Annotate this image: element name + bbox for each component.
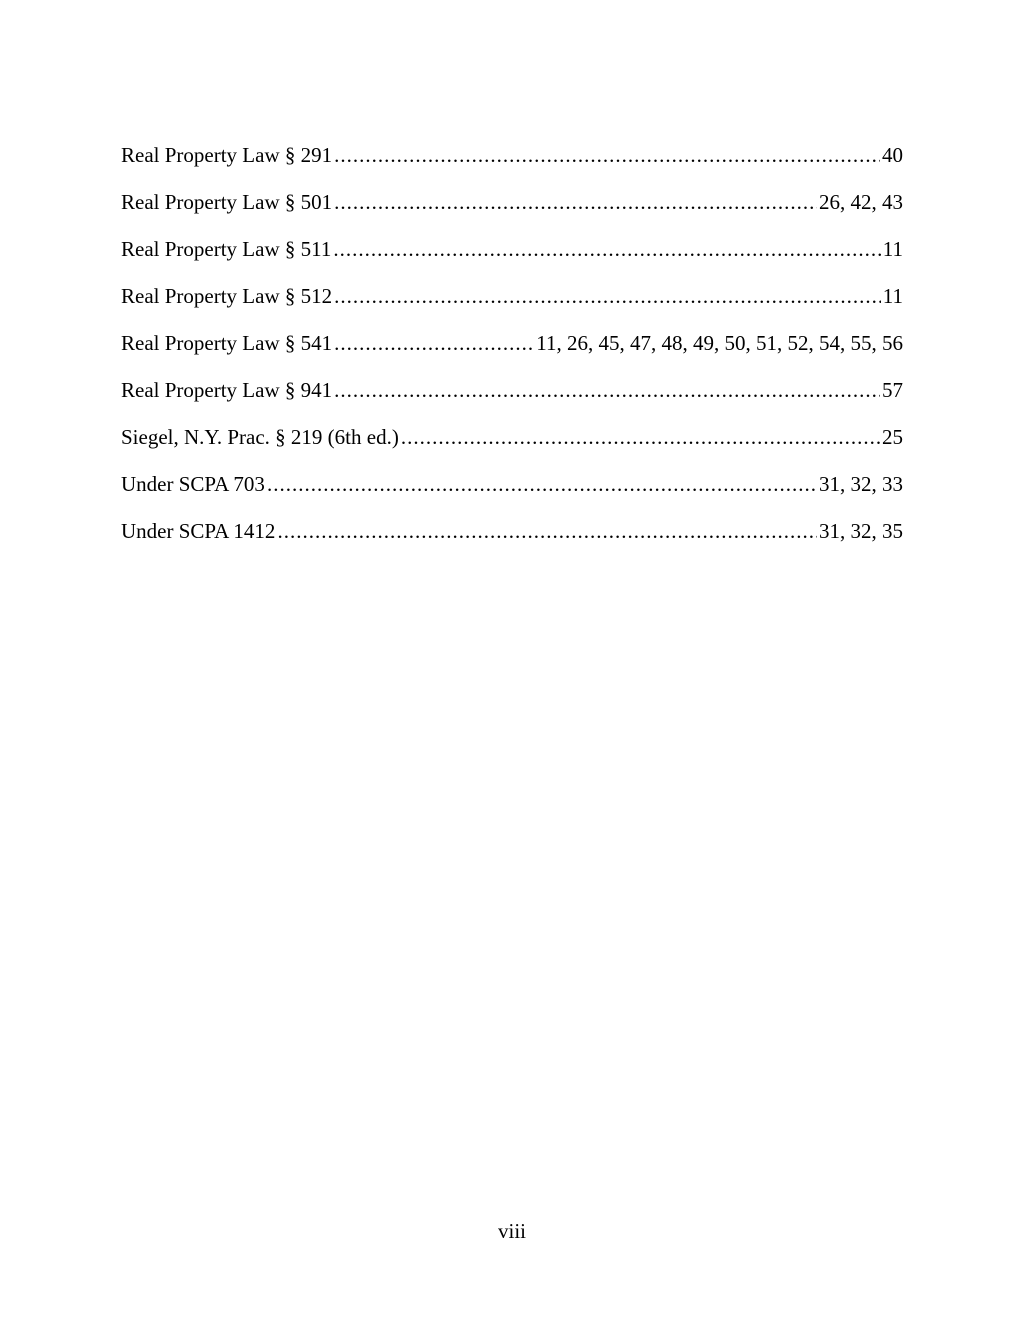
page-number: viii [497, 1219, 526, 1243]
toc-entry [121, 282, 903, 329]
toc-entry-pages: 11 [882, 237, 903, 261]
dot-leader [334, 376, 880, 405]
dot-leader [267, 470, 817, 499]
toc-entry [121, 517, 903, 564]
toc-entry-label: Real Property Law § 501 [121, 190, 333, 214]
toc-entry-pages: 11 [882, 284, 903, 308]
table-of-authorities [121, 141, 903, 564]
toc-entry-label: Real Property Law § 511 [121, 237, 332, 261]
toc-entry [121, 376, 903, 423]
toc-entry-label: Under SCPA 703 [121, 472, 265, 496]
dot-leader [334, 282, 881, 311]
toc-entry-pages: 40 [882, 143, 903, 167]
toc-entry-pages: 11, 26, 45, 47, 48, 49, 50, 51, 52, 54, 55, 56 [536, 331, 903, 355]
toc-entry-pages: 26, 42, 43 [819, 190, 903, 214]
toc-entry-pages: 31, 32, 33 [819, 472, 903, 496]
dot-leader [401, 423, 880, 452]
toc-entry [121, 423, 903, 470]
toc-entry [121, 470, 903, 517]
toc-entry-pages: 57 [882, 378, 903, 402]
toc-entry-label: Under SCPA 1412 [121, 519, 276, 543]
toc-entry-label: Real Property Law § 941 [121, 378, 333, 402]
toc-entry [121, 329, 903, 376]
dot-leader [333, 235, 880, 264]
dot-leader [334, 188, 817, 217]
toc-entry-label: Siegel, N.Y. Prac. § 219 (6th ed.) [121, 425, 399, 449]
toc-entry-label: Real Property Law § 512 [121, 284, 333, 308]
toc-entry [121, 235, 903, 282]
toc-entry-label: Real Property Law § 541 [121, 331, 333, 355]
toc-entry [121, 141, 903, 188]
toc-entry [121, 188, 903, 235]
toc-entry-label: Real Property Law § 291 [121, 143, 333, 167]
toc-entry-pages: 31, 32, 35 [819, 519, 903, 543]
dot-leader [334, 329, 534, 358]
dot-leader [277, 517, 817, 546]
toc-entry-pages: 25 [882, 425, 903, 449]
dot-leader [334, 141, 880, 170]
